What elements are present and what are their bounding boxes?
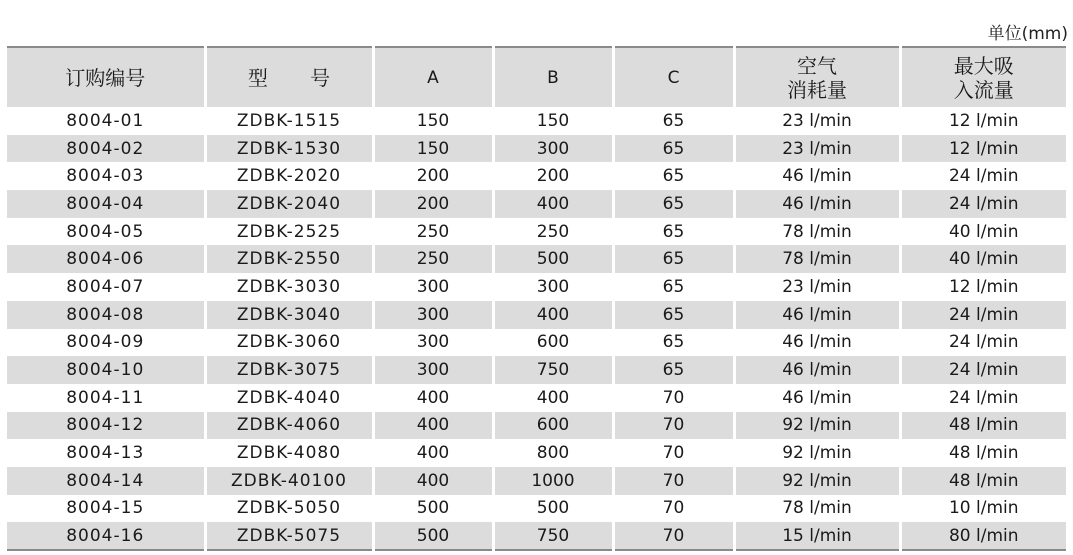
cell-a: 150 — [373, 135, 493, 163]
cell-air-consumption: 46 l/min — [734, 384, 900, 412]
cell-b: 500 — [493, 245, 613, 273]
cell-order-no: 8004-07 — [66, 276, 145, 297]
table-row — [7, 412, 1066, 440]
cell-a: 300 — [373, 301, 493, 329]
cell-order-no: 8004-02 — [66, 138, 145, 159]
table-row — [7, 301, 1066, 329]
cell-b: 600 — [493, 412, 613, 440]
cell-max-suction: 40 l/min — [900, 218, 1066, 246]
header-air-consumption — [734, 47, 900, 107]
cell-max-suction: 80 l/min — [900, 522, 1066, 550]
cell-c: 65 — [613, 301, 734, 329]
cell-b: 750 — [493, 356, 613, 384]
cell-air-consumption: 92 l/min — [734, 412, 900, 440]
table-row — [7, 190, 1066, 218]
header-a: A — [373, 47, 493, 107]
cell-order-no: 8004-15 — [66, 498, 145, 519]
table-row — [7, 273, 1066, 301]
cell-a: 300 — [373, 356, 493, 384]
cell-order-no: 8004-16 — [66, 525, 145, 546]
table-row — [7, 107, 1066, 135]
cell-max-suction: 12 l/min — [900, 107, 1066, 135]
cell-c: 65 — [613, 135, 734, 163]
cell-air-consumption: 46 l/min — [734, 301, 900, 329]
cell-air-consumption: 46 l/min — [734, 356, 900, 384]
cell-max-suction: 24 l/min — [900, 190, 1066, 218]
cell-air-consumption: 78 l/min — [734, 218, 900, 246]
cell-a: 400 — [373, 412, 493, 440]
cell-b: 750 — [493, 522, 613, 550]
cell-max-suction: 48 l/min — [900, 467, 1066, 495]
cell-a: 150 — [373, 107, 493, 135]
cell-air-consumption: 46 l/min — [734, 329, 900, 357]
cell-order-no: 8004-08 — [66, 304, 145, 325]
cell-c: 65 — [613, 245, 734, 273]
cell-order-no: 8004-03 — [66, 166, 145, 187]
table-row — [7, 467, 1066, 495]
cell-order-no: 8004-11 — [66, 387, 145, 408]
cell-b: 300 — [493, 135, 613, 163]
header-row — [7, 47, 1066, 107]
cell-max-suction: 24 l/min — [900, 384, 1066, 412]
cell-order-no: 8004-05 — [66, 221, 145, 242]
cell-c: 65 — [613, 162, 734, 190]
cell-air-consumption: 78 l/min — [734, 245, 900, 273]
cell-b: 300 — [493, 273, 613, 301]
cell-model: ZDBK-2550 — [205, 245, 373, 273]
table-row — [7, 384, 1066, 412]
header-c: C — [613, 47, 734, 107]
cell-c: 65 — [613, 190, 734, 218]
cell-air-consumption: 23 l/min — [734, 107, 900, 135]
cell-max-suction: 24 l/min — [900, 301, 1066, 329]
cell-a: 500 — [373, 522, 493, 550]
cell-air-consumption: 46 l/min — [734, 162, 900, 190]
cell-a: 400 — [373, 439, 493, 467]
cell-c: 65 — [613, 107, 734, 135]
unit-label: 单位(mm) — [987, 24, 1068, 44]
cell-model: ZDBK-1530 — [205, 135, 373, 163]
cell-model: ZDBK-3040 — [205, 301, 373, 329]
cell-a: 250 — [373, 245, 493, 273]
cell-max-suction: 24 l/min — [900, 356, 1066, 384]
cell-air-consumption: 23 l/min — [734, 135, 900, 163]
table-header — [7, 47, 1066, 107]
cell-model: ZDBK-5075 — [205, 522, 373, 550]
cell-air-consumption: 15 l/min — [734, 522, 900, 550]
cell-max-suction: 40 l/min — [900, 245, 1066, 273]
cell-a: 200 — [373, 190, 493, 218]
table-row — [7, 162, 1066, 190]
cell-max-suction: 48 l/min — [900, 439, 1066, 467]
cell-model: ZDBK-4040 — [205, 384, 373, 412]
cell-air-consumption: 46 l/min — [734, 190, 900, 218]
cell-order-no: 8004-13 — [66, 443, 145, 464]
cell-air-consumption: 92 l/min — [734, 439, 900, 467]
cell-max-suction: 12 l/min — [900, 135, 1066, 163]
cell-c: 70 — [613, 439, 734, 467]
cell-b: 800 — [493, 439, 613, 467]
cell-a: 500 — [373, 495, 493, 523]
cell-model: ZDBK-3075 — [205, 356, 373, 384]
cell-b: 400 — [493, 384, 613, 412]
cell-c: 70 — [613, 522, 734, 550]
cell-b: 600 — [493, 329, 613, 357]
cell-order-no: 8004-14 — [66, 470, 145, 491]
header-max-suction — [900, 47, 1066, 107]
cell-c: 70 — [613, 384, 734, 412]
cell-air-consumption: 78 l/min — [734, 495, 900, 523]
cell-model: ZDBK-4080 — [205, 439, 373, 467]
table-row — [7, 218, 1066, 246]
cell-a: 200 — [373, 162, 493, 190]
table-row — [7, 439, 1066, 467]
cell-a: 400 — [373, 467, 493, 495]
table-body — [7, 107, 1066, 550]
cell-a: 250 — [373, 218, 493, 246]
cell-model: ZDBK-2040 — [205, 190, 373, 218]
table-row — [7, 495, 1066, 523]
cell-order-no: 8004-09 — [66, 332, 145, 353]
cell-max-suction: 10 l/min — [900, 495, 1066, 523]
table-row — [7, 522, 1066, 550]
cell-c: 65 — [613, 218, 734, 246]
cell-model: ZDBK-5050 — [205, 495, 373, 523]
cell-model: ZDBK-3060 — [205, 329, 373, 357]
header-suction-line1: 最大吸 — [953, 53, 1014, 78]
cell-order-no: 8004-12 — [66, 415, 145, 436]
header-b: B — [493, 47, 613, 107]
table-row — [7, 135, 1066, 163]
cell-air-consumption: 23 l/min — [734, 273, 900, 301]
header-model-label: 型 号 — [247, 65, 349, 90]
cell-c: 70 — [613, 467, 734, 495]
cell-air-consumption: 92 l/min — [734, 467, 900, 495]
cell-c: 65 — [613, 329, 734, 357]
cell-max-suction: 48 l/min — [900, 412, 1066, 440]
cell-order-no: 8004-06 — [66, 249, 145, 270]
cell-model: ZDBK-2020 — [205, 162, 373, 190]
cell-b: 1000 — [493, 467, 613, 495]
cell-a: 300 — [373, 329, 493, 357]
cell-b: 400 — [493, 190, 613, 218]
cell-a: 300 — [373, 273, 493, 301]
cell-max-suction: 24 l/min — [900, 162, 1066, 190]
cell-c: 65 — [613, 273, 734, 301]
cell-max-suction: 12 l/min — [900, 273, 1066, 301]
cell-b: 500 — [493, 495, 613, 523]
spec-table — [7, 46, 1066, 551]
cell-model: ZDBK-40100 — [205, 467, 373, 495]
cell-model: ZDBK-4060 — [205, 412, 373, 440]
cell-order-no: 8004-10 — [66, 360, 145, 381]
table-row — [7, 356, 1066, 384]
header-air-line1: 空气 — [797, 53, 837, 78]
cell-c: 70 — [613, 495, 734, 523]
cell-order-no: 8004-01 — [66, 110, 145, 131]
cell-b: 400 — [493, 301, 613, 329]
cell-b: 250 — [493, 218, 613, 246]
cell-a: 400 — [373, 384, 493, 412]
cell-model: ZDBK-3030 — [205, 273, 373, 301]
cell-model: ZDBK-2525 — [205, 218, 373, 246]
cell-order-no: 8004-04 — [66, 193, 145, 214]
header-air-line2: 消耗量 — [787, 77, 847, 102]
table-row — [7, 329, 1066, 357]
cell-c: 65 — [613, 356, 734, 384]
header-suction-line2: 入流量 — [953, 77, 1014, 102]
header-order-no: 订购编号 — [65, 65, 146, 90]
cell-model: ZDBK-1515 — [205, 107, 373, 135]
cell-b: 150 — [493, 107, 613, 135]
cell-max-suction: 24 l/min — [900, 329, 1066, 357]
cell-b: 200 — [493, 162, 613, 190]
header-model — [205, 47, 373, 107]
table-row — [7, 245, 1066, 273]
cell-c: 70 — [613, 412, 734, 440]
